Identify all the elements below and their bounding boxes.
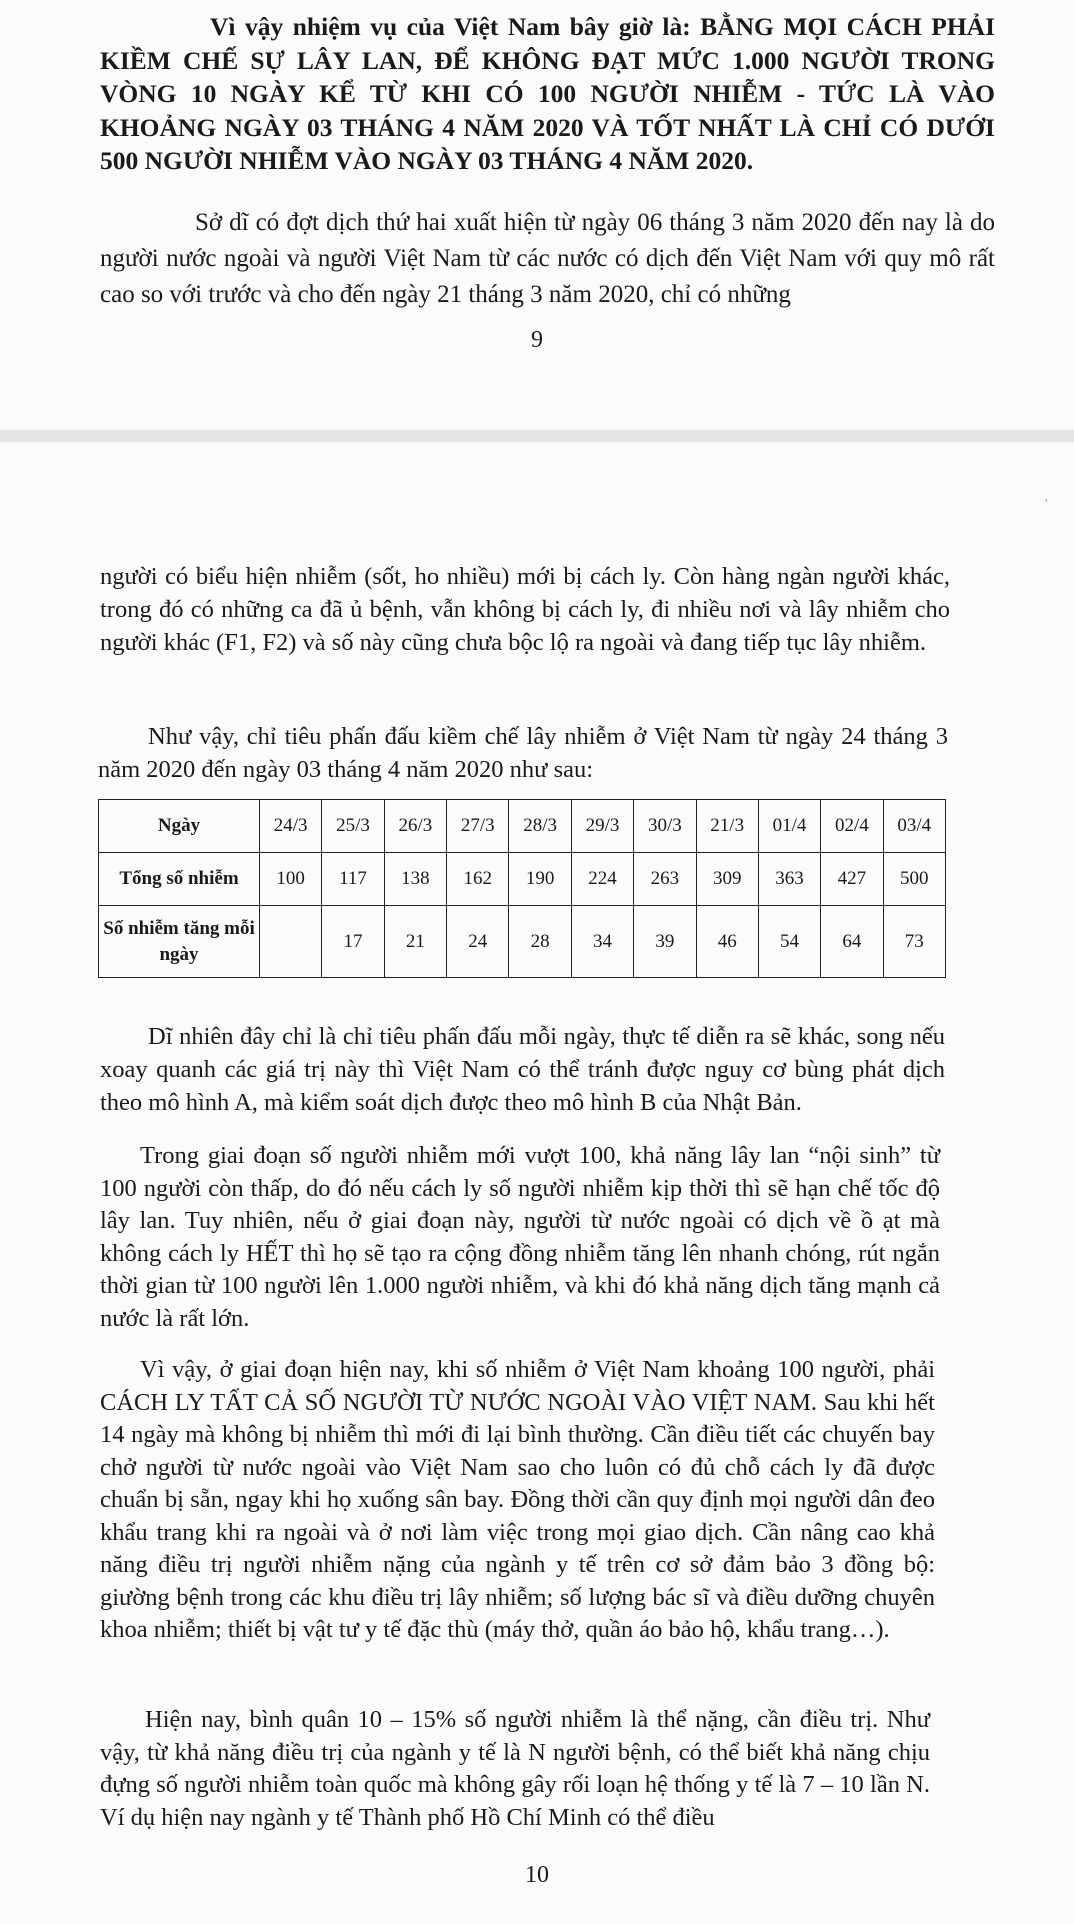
table-cell: 73 xyxy=(883,906,945,978)
table-cell: 17 xyxy=(322,906,384,978)
table-cell: 46 xyxy=(696,906,758,978)
table-cell: 39 xyxy=(634,906,696,978)
paragraph-1: người có biểu hiện nhiễm (sốt, ho nhiều) mới bị cách ly. Còn hàng ngàn người khác, trong đó có những ca đã ủ bệnh, vẫn không bị cách ly, đi nhiều nơi và lây nhiễm cho người khác (F1, F2) và số này cũng chưa bộc lộ ra ngoài và đang tiếp tục lây nhiễm. xyxy=(100,563,950,656)
paragraph-3: Dĩ nhiên đây chỉ là chỉ tiêu phấn đấu mỗi ngày, thực tế diễn ra sẽ khác, song nếu xoay quanh các giá trị này thì Việt Nam có thể tránh được nguy cơ bùng phát dịch theo mô hình A, mà kiểm soát dịch được theo mô hình B của Nhật Bản. xyxy=(100,1023,945,1116)
infection-target-table xyxy=(98,799,946,978)
table-cell: 21/3 xyxy=(696,800,758,853)
table-cell: 162 xyxy=(447,853,509,906)
table-cell: 224 xyxy=(571,853,633,906)
table-cell: 363 xyxy=(758,853,820,906)
table-cell: 500 xyxy=(883,853,945,906)
table-cell: 138 xyxy=(384,853,446,906)
table-cell: 309 xyxy=(696,853,758,906)
table-cell: 117 xyxy=(322,853,384,906)
table-cell: 02/4 xyxy=(821,800,883,853)
page-number: 9 xyxy=(531,327,543,353)
table-row-totals xyxy=(99,853,946,906)
table-cell xyxy=(260,906,322,978)
row-label: Tổng số nhiễm xyxy=(99,853,260,906)
table-cell: 427 xyxy=(821,853,883,906)
page-number: 10 xyxy=(525,1862,549,1888)
table-cell: 64 xyxy=(821,906,883,978)
paragraph-2: Như vậy, chỉ tiêu phấn đấu kiềm chế lây nhiễm ở Việt Nam từ ngày 24 tháng 3 năm 2020 đến ngày 03 tháng 4 năm 2020 như sau: xyxy=(98,723,948,783)
page-10 xyxy=(0,442,1074,1924)
page-separator xyxy=(0,430,1074,442)
paragraph-4: Trong giai đoạn số người nhiễm mới vượt 100, khả năng lây lan “nội sinh” từ 100 người còn thấp, do đó nếu cách ly số người nhiễm kịp thời thì sẽ hạn chế tốc độ lây lan. Tuy nhiên, nếu ở giai đoạn này, người từ nước ngoài có dịch về ồ ạt mà không cách ly HẾT thì họ sẽ tạo ra cộng đồng nhiễm tăng lên nhanh chóng, rút ngắn thời gian từ 100 người lên 1.000 người nhiễm, và khi đó khả năng dịch tăng mạnh cả nước là rất lớn. xyxy=(100,1142,940,1332)
table-row-increases xyxy=(99,906,946,978)
paragraph: Sở dĩ có đợt dịch thứ hai xuất hiện từ ngày 06 tháng 3 năm 2020 đến nay là do người nước ngoài và người Việt Nam từ các nước có dịch đến Việt Nam với quy mô rất cao so với trước và cho đến ngày 21 tháng 3 năm 2020, chỉ có những xyxy=(100,209,995,308)
row-label: Số nhiễm tăng mỗi ngày xyxy=(99,906,260,978)
bold-paragraph: Vì vậy nhiệm vụ của Việt Nam bây giờ là: BẰNG MỌI CÁCH PHẢI KIỀM CHẾ SỰ LÂY LAN, ĐỂ KHÔNG ĐẠT MỨC 1.000 NGƯỜI TRONG VÒNG 10 NGÀY KỂ TỪ KHI CÓ 100 NGƯỜI NHIỄM - TỨC LÀ VÀO KHOẢNG NGÀY 03 THÁNG 4 NĂM 2020 VÀ TỐT NHẤT LÀ CHỈ CÓ DƯỚI 500 NGƯỜI NHIỄM VÀO NGÀY 03 THÁNG 4 NĂM 2020. xyxy=(100,12,995,175)
table-cell: 30/3 xyxy=(634,800,696,853)
table-cell: 54 xyxy=(758,906,820,978)
table-cell: 25/3 xyxy=(322,800,384,853)
table-cell: 190 xyxy=(509,853,571,906)
paragraph-5: Vì vậy, ở giai đoạn hiện nay, khi số nhiễm ở Việt Nam khoảng 100 người, phải CÁCH LY TẤT CẢ SỐ NGƯỜI TỪ NƯỚC NGOÀI VÀO VIỆT NAM. Sau khi hết 14 ngày mà không bị nhiễm thì mới đi lại bình thường. Cần điều tiết các chuyến bay chở người từ nước ngoài vào Việt Nam sao cho luôn có đủ chỗ cách ly đã được chuẩn bị sẵn, ngay khi họ xuống sân bay. Đồng thời cần quy định mọi người dân đeo khẩu trang khi ra ngoài và ở nơi làm việc trong mọi giao dịch. Cần nâng cao khả năng điều trị người nhiễm nặng của ngành y tế trên cơ sở đảm bảo 3 đồng bộ: giường bệnh trong các khu điều trị lây nhiễm; số lượng bác sĩ và điều dưỡng chuyên khoa nhiễm; thiết bị vật tư y tế đặc thù (máy thở, quần áo bảo hộ, khẩu trang…). xyxy=(100,1356,935,1643)
table-cell: 24 xyxy=(447,906,509,978)
page-9 xyxy=(0,0,1074,430)
table-row-dates xyxy=(99,800,946,853)
table-cell: 26/3 xyxy=(384,800,446,853)
table-cell: 28 xyxy=(509,906,571,978)
table-cell: 34 xyxy=(571,906,633,978)
table-cell: 263 xyxy=(634,853,696,906)
table-cell: 29/3 xyxy=(571,800,633,853)
table-cell: 21 xyxy=(384,906,446,978)
table-cell: 01/4 xyxy=(758,800,820,853)
table-cell: 24/3 xyxy=(260,800,322,853)
table-cell: 100 xyxy=(260,853,322,906)
row-label: Ngày xyxy=(99,800,260,853)
table-cell: 28/3 xyxy=(509,800,571,853)
scan-mark: ' xyxy=(1045,497,1048,512)
paragraph-6: Hiện nay, bình quân 10 – 15% số người nhiễm là thể nặng, cần điều trị. Như vậy, từ khả năng điều trị của ngành y tế là N người bệnh, có thể biết khả năng chịu đựng số người nhiễm toàn quốc mà không gây rối loạn hệ thống y tế là 7 – 10 lần N. Ví dụ hiện nay ngành y tế Thành phố Hồ Chí Minh có thể điều xyxy=(100,1706,930,1831)
table-cell: 27/3 xyxy=(447,800,509,853)
table-cell: 03/4 xyxy=(883,800,945,853)
